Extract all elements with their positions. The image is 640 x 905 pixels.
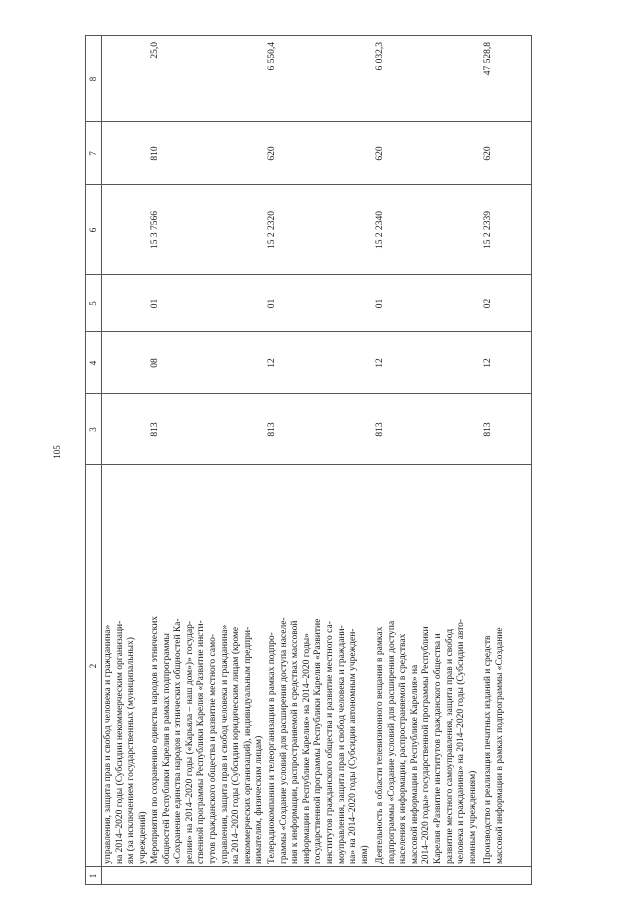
column-header-8: 8 xyxy=(88,76,98,82)
row-4-col6: 15 2 2339 xyxy=(483,211,493,249)
row-3-col3: 813 xyxy=(375,422,385,437)
row-1-col7: 810 xyxy=(150,146,160,161)
row-1-col4: 08 xyxy=(150,358,160,368)
row-2-col7: 620 xyxy=(267,146,277,161)
col-border-0 xyxy=(85,884,532,885)
budget-table-rotated xyxy=(85,35,532,885)
budget-table xyxy=(85,35,532,885)
column-header-2: 2 xyxy=(88,663,98,669)
row-4-col8: 47 528,8 xyxy=(483,42,493,76)
row-4-col3: 813 xyxy=(483,422,493,437)
page-number: 105 xyxy=(52,445,62,459)
row-3-col5: 01 xyxy=(375,298,385,309)
row-1-col5: 01 xyxy=(150,298,160,309)
column-header-3: 3 xyxy=(88,427,98,432)
column-header-1: 1 xyxy=(88,873,98,879)
row-3-col6: 15 2 2340 xyxy=(375,211,385,249)
row-4-description: Производство и реализация печатных изданий и средств массовой информации в рамках подпрограммы «Создание xyxy=(483,627,505,864)
row-2-col5: 01 xyxy=(267,298,277,309)
row-1-description: Мероприятия по сохранению единства народов и этнических общностей Республики Карелия в рамках подпрограммы «Сохранение единства народов и этнических общностей Ка- релии» на 2014–2020 годы («Карьяла – наш дом»)» государ- ственной программы Республики Карелия «Развитие инсти- тутов гражданского общества и развитие местного само- управления, защита прав и свобод человека и гражданина» на 2014–2020 годы (Субсидии юридическим лицам (кроме некоммерческих организаций), индивидуальным предпри- нимателям, физическим лицам) xyxy=(150,615,265,864)
row-4-col5: 02 xyxy=(483,298,493,309)
table-border-bottom xyxy=(531,35,532,885)
column-header-5: 5 xyxy=(88,301,98,306)
row-1-col8: 25,0 xyxy=(150,42,160,59)
row-2-description: Телерадиокомпании и телеорганизации в рамках подпро- граммы «Создание условий для расширения доступа населе- ния к информации, распространяемой в средствах массовой информации в Республике Карелия» на 2014–2020 годы» государственной программы Республики Карелия «Развитие институтов гражданского общества и развитие местного са- моуправления, защита прав и свобод человека и граждани- на» на 2014–2020 годы (Субсидии автономным учрежден- иям) xyxy=(267,617,370,864)
row-1-col6: 15 3 7566 xyxy=(150,211,160,249)
row-4-col7: 620 xyxy=(483,146,493,161)
row-3-description: Деятельность в области телевизионного вещания в рамках подпрограммы «Создание условий для расширения доступа населения к информации, распространяемой в средствах массовой информации в Республике Карелия» на 2014–2020 годы» государственной программы Республики Карелия «Развитие институтов гражданского общества и развитие местного самоуправления, защита прав и свобод человека и гражданина» на 2014–2020 годы (Субсидии авто- номным учреждениям) xyxy=(375,618,478,864)
row-2-col8: 6 550,4 xyxy=(267,42,277,71)
header-rule xyxy=(101,35,102,885)
row-2-col4: 12 xyxy=(267,358,277,368)
row-3-col8: 6 032,3 xyxy=(375,42,385,71)
row-1-col3: 813 xyxy=(150,422,160,437)
row-3-col7: 620 xyxy=(375,146,385,161)
row-4-col4: 12 xyxy=(483,358,493,368)
column-header-4: 4 xyxy=(88,360,98,366)
column-header-6: 6 xyxy=(88,227,98,233)
row-0-description: управления, защита прав и свобод человека и гражданина» на 2014–2020 годы (Субсидии некоммерческим организаци- ям (за исключением государственных (муниципальных) учреждений) xyxy=(103,620,148,864)
row-3-col4: 12 xyxy=(375,358,385,368)
row-2-col3: 813 xyxy=(267,422,277,437)
row-2-col6: 15 2 2320 xyxy=(267,211,277,249)
column-header-7: 7 xyxy=(88,151,98,156)
